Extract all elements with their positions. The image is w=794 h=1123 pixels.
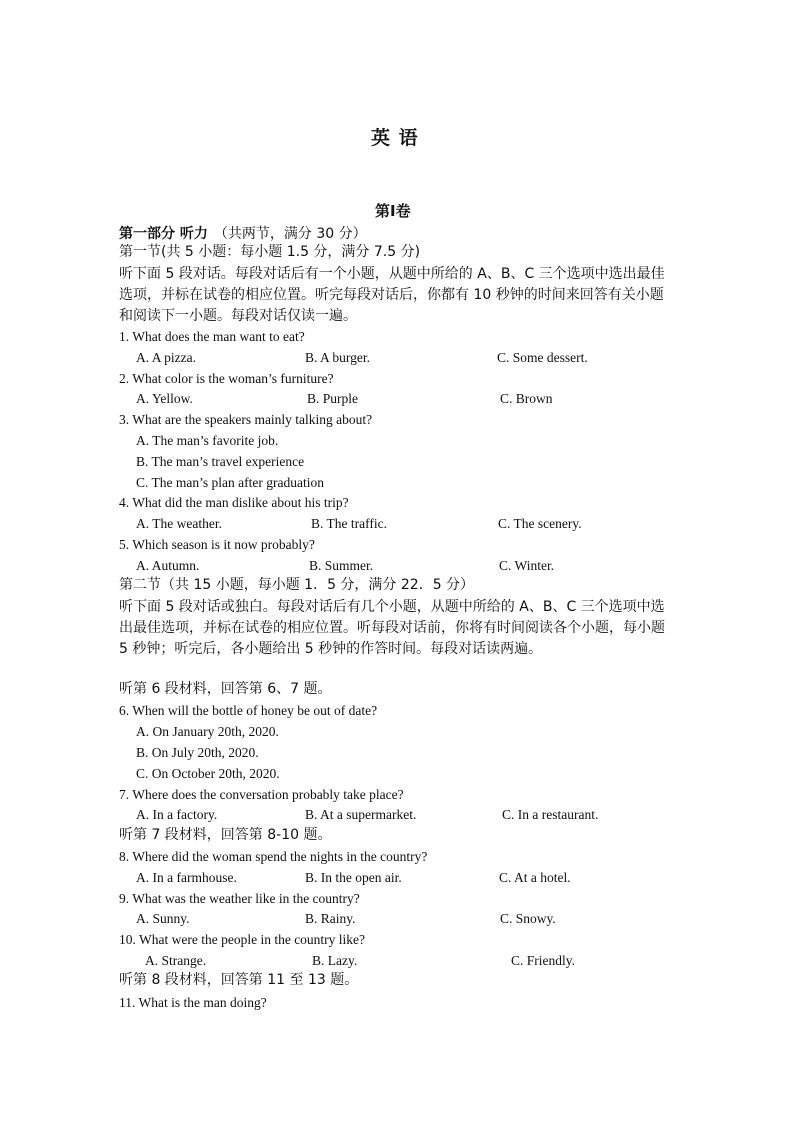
- question-stem: 6. When will the bottle of honey be out of date?: [119, 703, 378, 718]
- question-stem: 7. Where does the conversation probably take place?: [119, 787, 404, 802]
- option-c: C. Brown: [500, 391, 553, 406]
- option-a: A. Sunny.: [136, 911, 190, 926]
- section2-instructions: 听下面 5 段对话或独白。每段对话后有几个小题，从题中所给的 A、B、C 三个选项中选出最佳选项，并标在试卷的相应位置。听每段对话前，你将有时间阅读各个小题，每小题 5 秒钟；听完后，各小题给出 5 秒钟的作答时间。每段对话读两遍。: [119, 599, 665, 657]
- option-a: A. In a farmhouse.: [136, 870, 237, 885]
- option-b: B. In the open air.: [305, 870, 402, 885]
- option-b: B. Rainy.: [305, 911, 356, 926]
- question-stem: 5. Which season is it now probably?: [119, 537, 315, 552]
- option-a: A. Autumn.: [136, 558, 200, 573]
- option-b: B. Lazy.: [312, 953, 358, 968]
- option-b: B. The traffic.: [311, 516, 387, 531]
- option-c: C. On October 20th, 2020.: [136, 766, 280, 781]
- option-b: B. On July 20th, 2020.: [136, 745, 259, 760]
- question-stem: 9. What was the weather like in the country?: [119, 891, 360, 906]
- section2-heading: 第二节（共 15 小题，每小题 1．5 分，满分 22．5 分）: [119, 577, 475, 593]
- material-8-heading: 听第 8 段材料，回答第 11 至 13 题。: [119, 972, 359, 988]
- option-a: A. In a factory.: [136, 807, 218, 822]
- question-stem: 4. What did the man dislike about his trip?: [119, 495, 349, 510]
- option-c: C. The man’s plan after graduation: [136, 475, 324, 490]
- option-b: B. A burger.: [305, 350, 371, 365]
- option-b: B. Summer.: [309, 558, 374, 573]
- question-stem: 3. What are the speakers mainly talking about?: [119, 412, 373, 427]
- part1-heading-line: [119, 223, 367, 243]
- volume-label: 第Ⅰ卷: [375, 202, 411, 220]
- question-stem: 10. What were the people in the country like?: [119, 932, 366, 947]
- option-b: B. Purple: [307, 391, 359, 406]
- option-b: B. The man’s travel experience: [136, 454, 305, 469]
- question-stem: 11. What is the man doing?: [119, 995, 267, 1010]
- section1-heading: 第一节(共 5 小题：每小题 1.5 分，满分 7.5 分): [119, 244, 421, 260]
- option-a: A. A pizza.: [136, 350, 196, 365]
- material-7-heading: 听第 7 段材料，回答第 8-10 题。: [119, 827, 332, 843]
- section1-instructions: 听下面 5 段对话。每段对话后有一个小题，从题中所给的 A、B、C 三个选项中选出最佳选项，并标在试卷的相应位置。听完每段对话后，你都有 10 秒钟的时间来回答有关小题和阅读下一小题。每段对话仅读一遍。: [119, 266, 665, 324]
- option-a: A. Yellow.: [136, 391, 193, 406]
- page-title: 英 语: [371, 127, 419, 149]
- option-c: C. In a restaurant.: [502, 807, 599, 822]
- option-c: C. Some dessert.: [497, 350, 588, 365]
- option-c: C. Snowy.: [500, 911, 556, 926]
- part1-heading: 第一部分 听力: [119, 226, 208, 242]
- option-c: C. At a hotel.: [499, 870, 571, 885]
- option-a: A. On January 20th, 2020.: [136, 724, 279, 739]
- question-stem: 8. Where did the woman spend the nights in the country?: [119, 849, 428, 864]
- option-a: A. The weather.: [136, 516, 222, 531]
- material-6-heading: 听第 6 段材料，回答第 6、7 题。: [119, 681, 332, 697]
- option-c: C. Friendly.: [511, 953, 575, 968]
- part1-note: （共两节，满分 30 分）: [213, 226, 367, 242]
- option-a: A. Strange.: [145, 953, 207, 968]
- option-c: C. Winter.: [499, 558, 555, 573]
- option-b: B. At a supermarket.: [305, 807, 417, 822]
- question-stem: 2. What color is the woman’s furniture?: [119, 371, 334, 386]
- option-c: C. The scenery.: [498, 516, 582, 531]
- question-stem: 1. What does the man want to eat?: [119, 329, 305, 344]
- option-a: A. The man’s favorite job.: [136, 433, 279, 448]
